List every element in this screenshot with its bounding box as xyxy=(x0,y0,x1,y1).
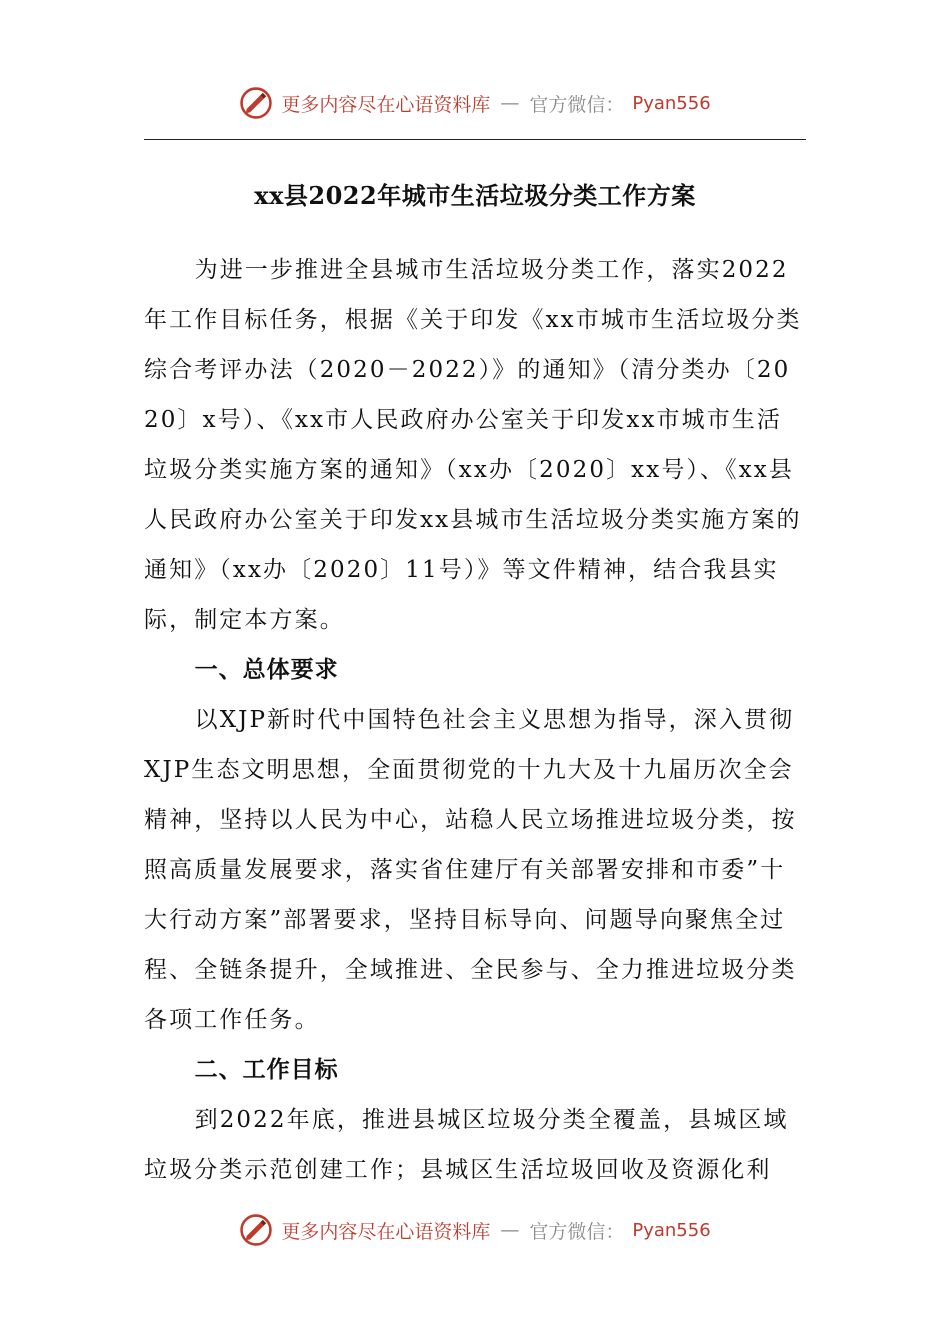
watermark-dash: — xyxy=(500,1219,520,1241)
section2-heading: 二、工作目标 xyxy=(194,1057,339,1083)
watermark-text-wechat-label: 官方微信： xyxy=(529,1220,625,1243)
document-title: xx县2022年城市生活垃圾分类工作方案 xyxy=(254,181,696,210)
intro-paragraph: 为进一步推进全县城市生活垃圾分类工作，落实2022年工作目标任务，根据《关于印发《xx市城市生活垃圾分类综合考评办法（2020－2022）》的通知》（清分类办〔2020〕x号）、《xx市人民政府办公室关于印发xx市城市生活垃圾分类实施方案的通知》（xx办〔2020〕xx号）、《xx县人民政府办公室关于印发xx县城市生活垃圾分类实施方案的通知》（xx办〔2020〕11号）》等文件精神，结合我县实际，制定本方案。 xyxy=(144,257,802,633)
section1-heading: 一、总体要求 xyxy=(194,657,339,683)
watermark-header xyxy=(0,86,950,120)
watermark-text-wechat-label: 官方微信： xyxy=(529,93,625,116)
watermark-wechat-id: Pyan556 xyxy=(632,1219,711,1241)
watermark-text-library: 更多内容尽在心语资料库 xyxy=(281,93,491,116)
section1-paragraph: 以XJP新时代中国特色社会主义思想为指导，深入贯彻XJP生态文明思想，全面贯彻党的十九大及十九届历次全会精神，坚持以人民为中心，站稳人民立场推进垃圾分类，按照高质量发展要求，落实省住建厅有关部署安排和市委”十大行动方案”部署要求，坚持目标导向、问题导向聚焦全过程、全链条提升，全域推进、全民参与、全力推进垃圾分类各项工作任务。 xyxy=(144,707,797,1033)
pen-logo-icon xyxy=(239,1213,273,1247)
header-divider xyxy=(144,139,806,140)
watermark-footer xyxy=(0,1213,950,1247)
pen-logo-icon xyxy=(239,86,273,120)
watermark-dash: — xyxy=(500,92,520,114)
section2-paragraph: 到2022年底，推进县城区垃圾分类全覆盖，县城区域垃圾分类示范创建工作；县城区生活垃圾回收及资源化利 xyxy=(144,1107,789,1183)
watermark-text-library: 更多内容尽在心语资料库 xyxy=(281,1220,491,1243)
watermark-wechat-id: Pyan556 xyxy=(632,92,711,114)
document-body xyxy=(144,245,806,1195)
